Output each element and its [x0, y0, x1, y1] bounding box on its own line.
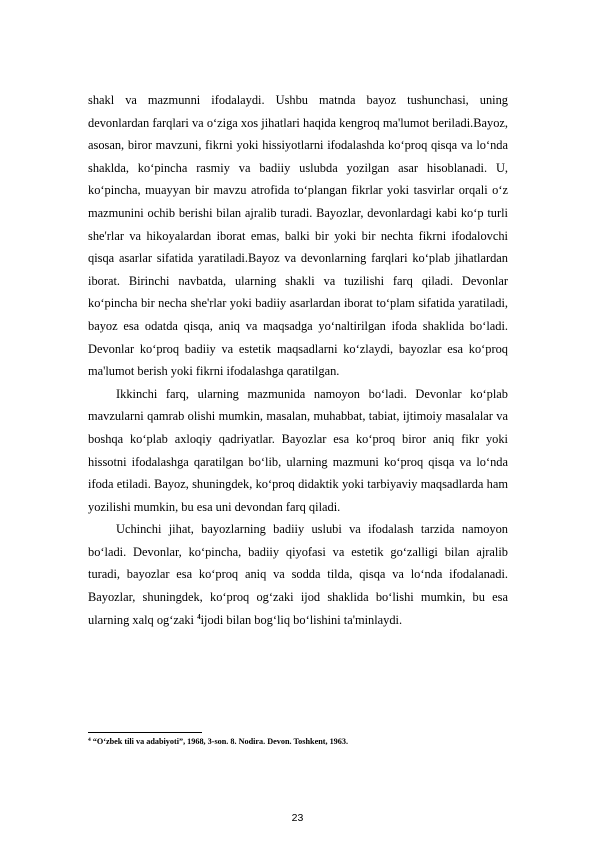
- paragraph-1: shakl va mazmunni ifodalaydi. Ushbu matnda bayoz tushunchasi, uning devonlardan farqlari va o‘ziga xos jihatlari haqida kengroq ma'lumot beriladi.Bayoz, asosan, biror mavzuni, fikrni yoki hissiyotlarni ifodalashda ko‘proq qisqa va lo‘nda shaklda, ko‘pincha rasmiy va badiiy uslubda yozilgan asar hisoblanadi. U, ko‘pincha, muayyan bir mavzu atrofida to‘plangan fikrlar yoki tasvirlar orqali o‘z mazmunini ochib berishi bilan ajralib turadi. Bayozlar, devonlardagi kabi ko‘p turli she'rlar va hikoyalardan iborat emas, balki bir yoki bir nechta fikrni ifodalovchi qisqa asarlar sifatida yaratiladi.Bayoz va devonlarning farqlari ko‘plab jihatlardan iborat. Birinchi navbatda, ularning shakli va tuzilishi farq qiladi. Devonlar ko‘pincha bir necha she'rlar yoki badiiy asarlardan iborat to‘plam sifatida yaratiladi, bayoz esa odatda qisqa, aniq va maqsadga yo‘naltirilgan ifoda shaklida bo‘ladi. Devonlar ko‘proq badiiy va estetik maqsadlarni ko‘zlaydi, bayozlar esa ko‘proq ma'lumot berish yoki fikrni ifodalashga qaratilgan.: [88, 93, 508, 379]
- footnote: [88, 736, 508, 747]
- footnote-reference[interactable]: 4: [197, 612, 201, 621]
- footnote-separator: [88, 732, 202, 733]
- paragraph-3: [88, 518, 508, 631]
- paragraph-3-tail: ijodi bilan bog‘liq bo‘lishini ta'minlaydi.: [200, 612, 403, 627]
- footnote-text: “O‘zbek tili va adabiyoti”, 1968, 3-son. 8. Nodira. Devon. Toshkent, 1963.: [92, 737, 349, 746]
- footnote-number: 4: [88, 737, 91, 743]
- page-number: 23: [291, 812, 304, 824]
- paragraph-2: Ikkinchi farq, ularning mazmunida namoyon bo‘ladi. Devonlar ko‘plab mavzularni qamrab olishi mumkin, masalan, muhabbat, tabiat, ijtimoiy masalalar va boshqa ko‘plab axloqiy qadriyatlar. Bayozlar esa ko‘proq biror aniq fikr yoki hissotni ifodalashga qaratilgan bo‘lib, ularning mazmuni ko‘proq qisqa va lo‘nda ifoda etiladi. Bayoz, shuningdek, ko‘proq didaktik yoki tarbiyaviy maqsadlarda ham yozilishi mumkin, bu esa uni devondan farq qiladi.: [88, 386, 508, 514]
- paragraph-3-text: Uchinchi jihat, bayozlarning badiiy uslubi va ifodalash tarzida namoyon bo‘ladi. Devonlar, ko‘pincha, badiiy qiyofasi va estetik go‘zalligi bilan ajralib turadi, bayozlar esa ko‘proq aniq va sodda tilda, qisqa va lo‘nda ifodalanadi. Bayozlar, shuningdek, ko‘proq og‘zaki ijod shaklida bo‘lishi mumkin, bu esa ularning xalq og‘zaki: [88, 522, 508, 627]
- body-text: [88, 89, 508, 631]
